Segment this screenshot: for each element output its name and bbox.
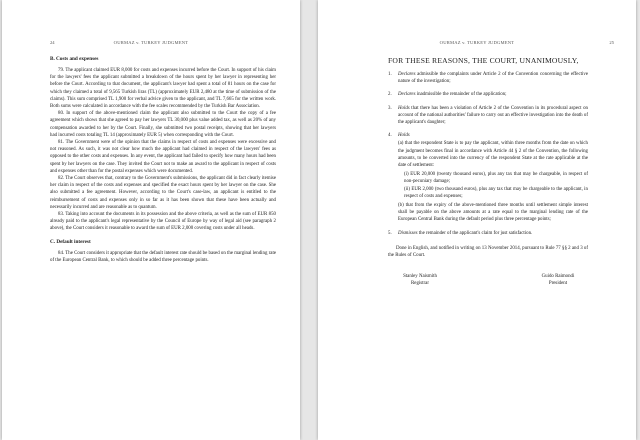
page-body bbox=[388, 56, 588, 293]
section-title: C. Default interest bbox=[50, 238, 91, 245]
item-number: 2. bbox=[388, 92, 392, 98]
item-verb: Dismisses bbox=[398, 230, 418, 236]
running-header: OURMAZ v. TURKEY JUDGMENT bbox=[439, 40, 515, 45]
signatory-name: Stanley Naismith bbox=[403, 274, 437, 280]
paragraph: 80. In support of the above-mentioned claim the applicant also submitted to the Court the copy of a fee agreement which shows that she agreed to pay her lawyers TL 30,000 plus value added tax, as well as 20% of any compensation awarded to her by the Court. Finally, she submitted two postal receipts, showing that her lawyers had incurred costs totaling TL 14 (approximately EUR 5) when corresponding with the Court. bbox=[50, 111, 276, 138]
paragraph: 81. The Government were of the opinion that the claims in respect of costs and expenses were excessive and not reasoned. As such, it was not clear how much the applicant had claimed in respect of the lawyers' fees as opposed to the other costs and expenses. In any event, the applicant had failed to specify how many hours had been spent by her lawyers on the case. They invited the Court not to make an award to the applicant in respect of costs and expenses other than for the postal expenses which were documented. bbox=[50, 140, 276, 174]
page-gap bbox=[301, 0, 317, 440]
item-number: 4. bbox=[388, 133, 392, 139]
operative-item bbox=[388, 71, 588, 85]
sub-sub-item: (ii) EUR 2,000 (two thousand euros), plus any tax that may be chargeable to the applicant, in respect of costs and expenses; bbox=[404, 186, 588, 199]
closing-statement: Done in English, and notified in writing on 13 November 2014, pursuant to Rule 77 §§ 2 and 3 of the Rules of Court. bbox=[388, 245, 588, 259]
sub-item: (a) that the respondent State is to pay the applicant, within three months from the date on which the judgment becomes final in accordance with Article 44 § 2 of the Convention, the following amounts, to be converted into the currency of the respondent State at the rate applicable at the date of settlement: bbox=[398, 141, 588, 169]
running-header: OURMAZ v. TURKEY JUDGMENT bbox=[113, 40, 189, 45]
document-page-left bbox=[2, 0, 300, 440]
item-number: 1. bbox=[388, 72, 392, 77]
item-number: 5. bbox=[388, 230, 392, 236]
signatory-role: President bbox=[548, 281, 568, 287]
item-verb: Holds bbox=[398, 105, 410, 111]
operative-item bbox=[388, 132, 588, 139]
signatory-president bbox=[518, 273, 598, 287]
sub-item: (b) that from the expiry of the above-mentioned three months until settlement simple interest shall be payable on the above amounts at a rate equal to the marginal lending rate of the European Central Bank during the default period plus three percentage points; bbox=[398, 203, 588, 223]
sub-sub-item: (i) EUR 20,000 (twenty thousand euros), plus any tax that may be chargeable, in respect of non-pecuniary damage; bbox=[404, 172, 588, 185]
signature-block bbox=[388, 273, 588, 293]
operative-item bbox=[388, 91, 588, 98]
item-text: inadmissible the remainder of the application; bbox=[415, 92, 507, 98]
item-text: admissible the complaints under Article 2 of the Convention concerning the effective nature of the investigation; bbox=[398, 72, 588, 85]
paragraph: 83. Taking into account the documents in its possession and the above criteria, as well as the sum of EUR 850 already paid to the applicant's legal representative by the Council of Europe by way of legal aid (see paragraph 2 above), the Court considers it reasonable to award the sum of EUR 2,000 covering costs under all heads. bbox=[50, 212, 276, 232]
page-body bbox=[50, 56, 276, 264]
page-number: 25 bbox=[609, 40, 614, 45]
page-header bbox=[318, 40, 636, 50]
item-verb: Holds bbox=[398, 133, 410, 139]
document-page-right bbox=[318, 0, 636, 440]
page-header bbox=[2, 40, 300, 50]
signatory-role: Registrar bbox=[411, 281, 429, 287]
item-text: that there has been a violation of Article 2 of the Convention in its procedural aspect on account of the national authorities' failure to carry out an effective investigation into the death of the applicant's daughter; bbox=[398, 105, 588, 126]
item-verb: Declares bbox=[398, 92, 416, 98]
page-number: 24 bbox=[50, 40, 55, 45]
item-number: 3. bbox=[388, 105, 392, 111]
operative-item bbox=[388, 105, 588, 127]
operative-heading: FOR THESE REASONS, THE COURT, UNANIMOUSLY, bbox=[388, 56, 579, 65]
item-text: the remainder of the applicant's claim for just satisfaction. bbox=[417, 230, 533, 236]
paragraph: 82. The Court observes that, contrary to the Government's submissions, the applicant did in fact clearly itemise her claim in respect of the costs and expenses and specified the exact hours spent by her lawyer on the case. She also submitted a fee agreement. However, according to the Court's case-law, an applicant is entitled to the reimbursement of costs and expenses only in so far as it has been shown that these have been actually and necessarily incurred and are reasonable as to quantum. bbox=[50, 176, 276, 210]
paragraph: 79. The applicant claimed EUR 8,000 for costs and expenses incurred before the Court. In support of his claim for the lawyers' fees the applicant submitted a breakdown of the hours spent by her lawyer in representing her before the Court. According to that document, the applicant's lawyer had spent a total of 81 hours on the case for which they claimed a total of 9,565 Turkish liras (TL) (approximately EUR 2,480 at the time of submission of the claims). This sum comprised TL 1,900 for verbal advice given to the applicant, and TL 7,665 for the written work. Both sums were calculated in accordance with the fee scales recommended by the Turkish Bar Association. bbox=[50, 68, 276, 110]
item-verb: Declares bbox=[398, 72, 416, 77]
section-title: B. Costs and expenses bbox=[50, 56, 99, 62]
signatory-registrar bbox=[380, 273, 460, 287]
paragraph: 84. The Court considers it appropriate that the default interest rate should be based on the marginal lending rate of the European Central Bank, to which should be added three percentage points. bbox=[50, 250, 276, 263]
operative-item bbox=[388, 230, 588, 237]
signatory-name: Guido Raimondi bbox=[541, 274, 575, 280]
